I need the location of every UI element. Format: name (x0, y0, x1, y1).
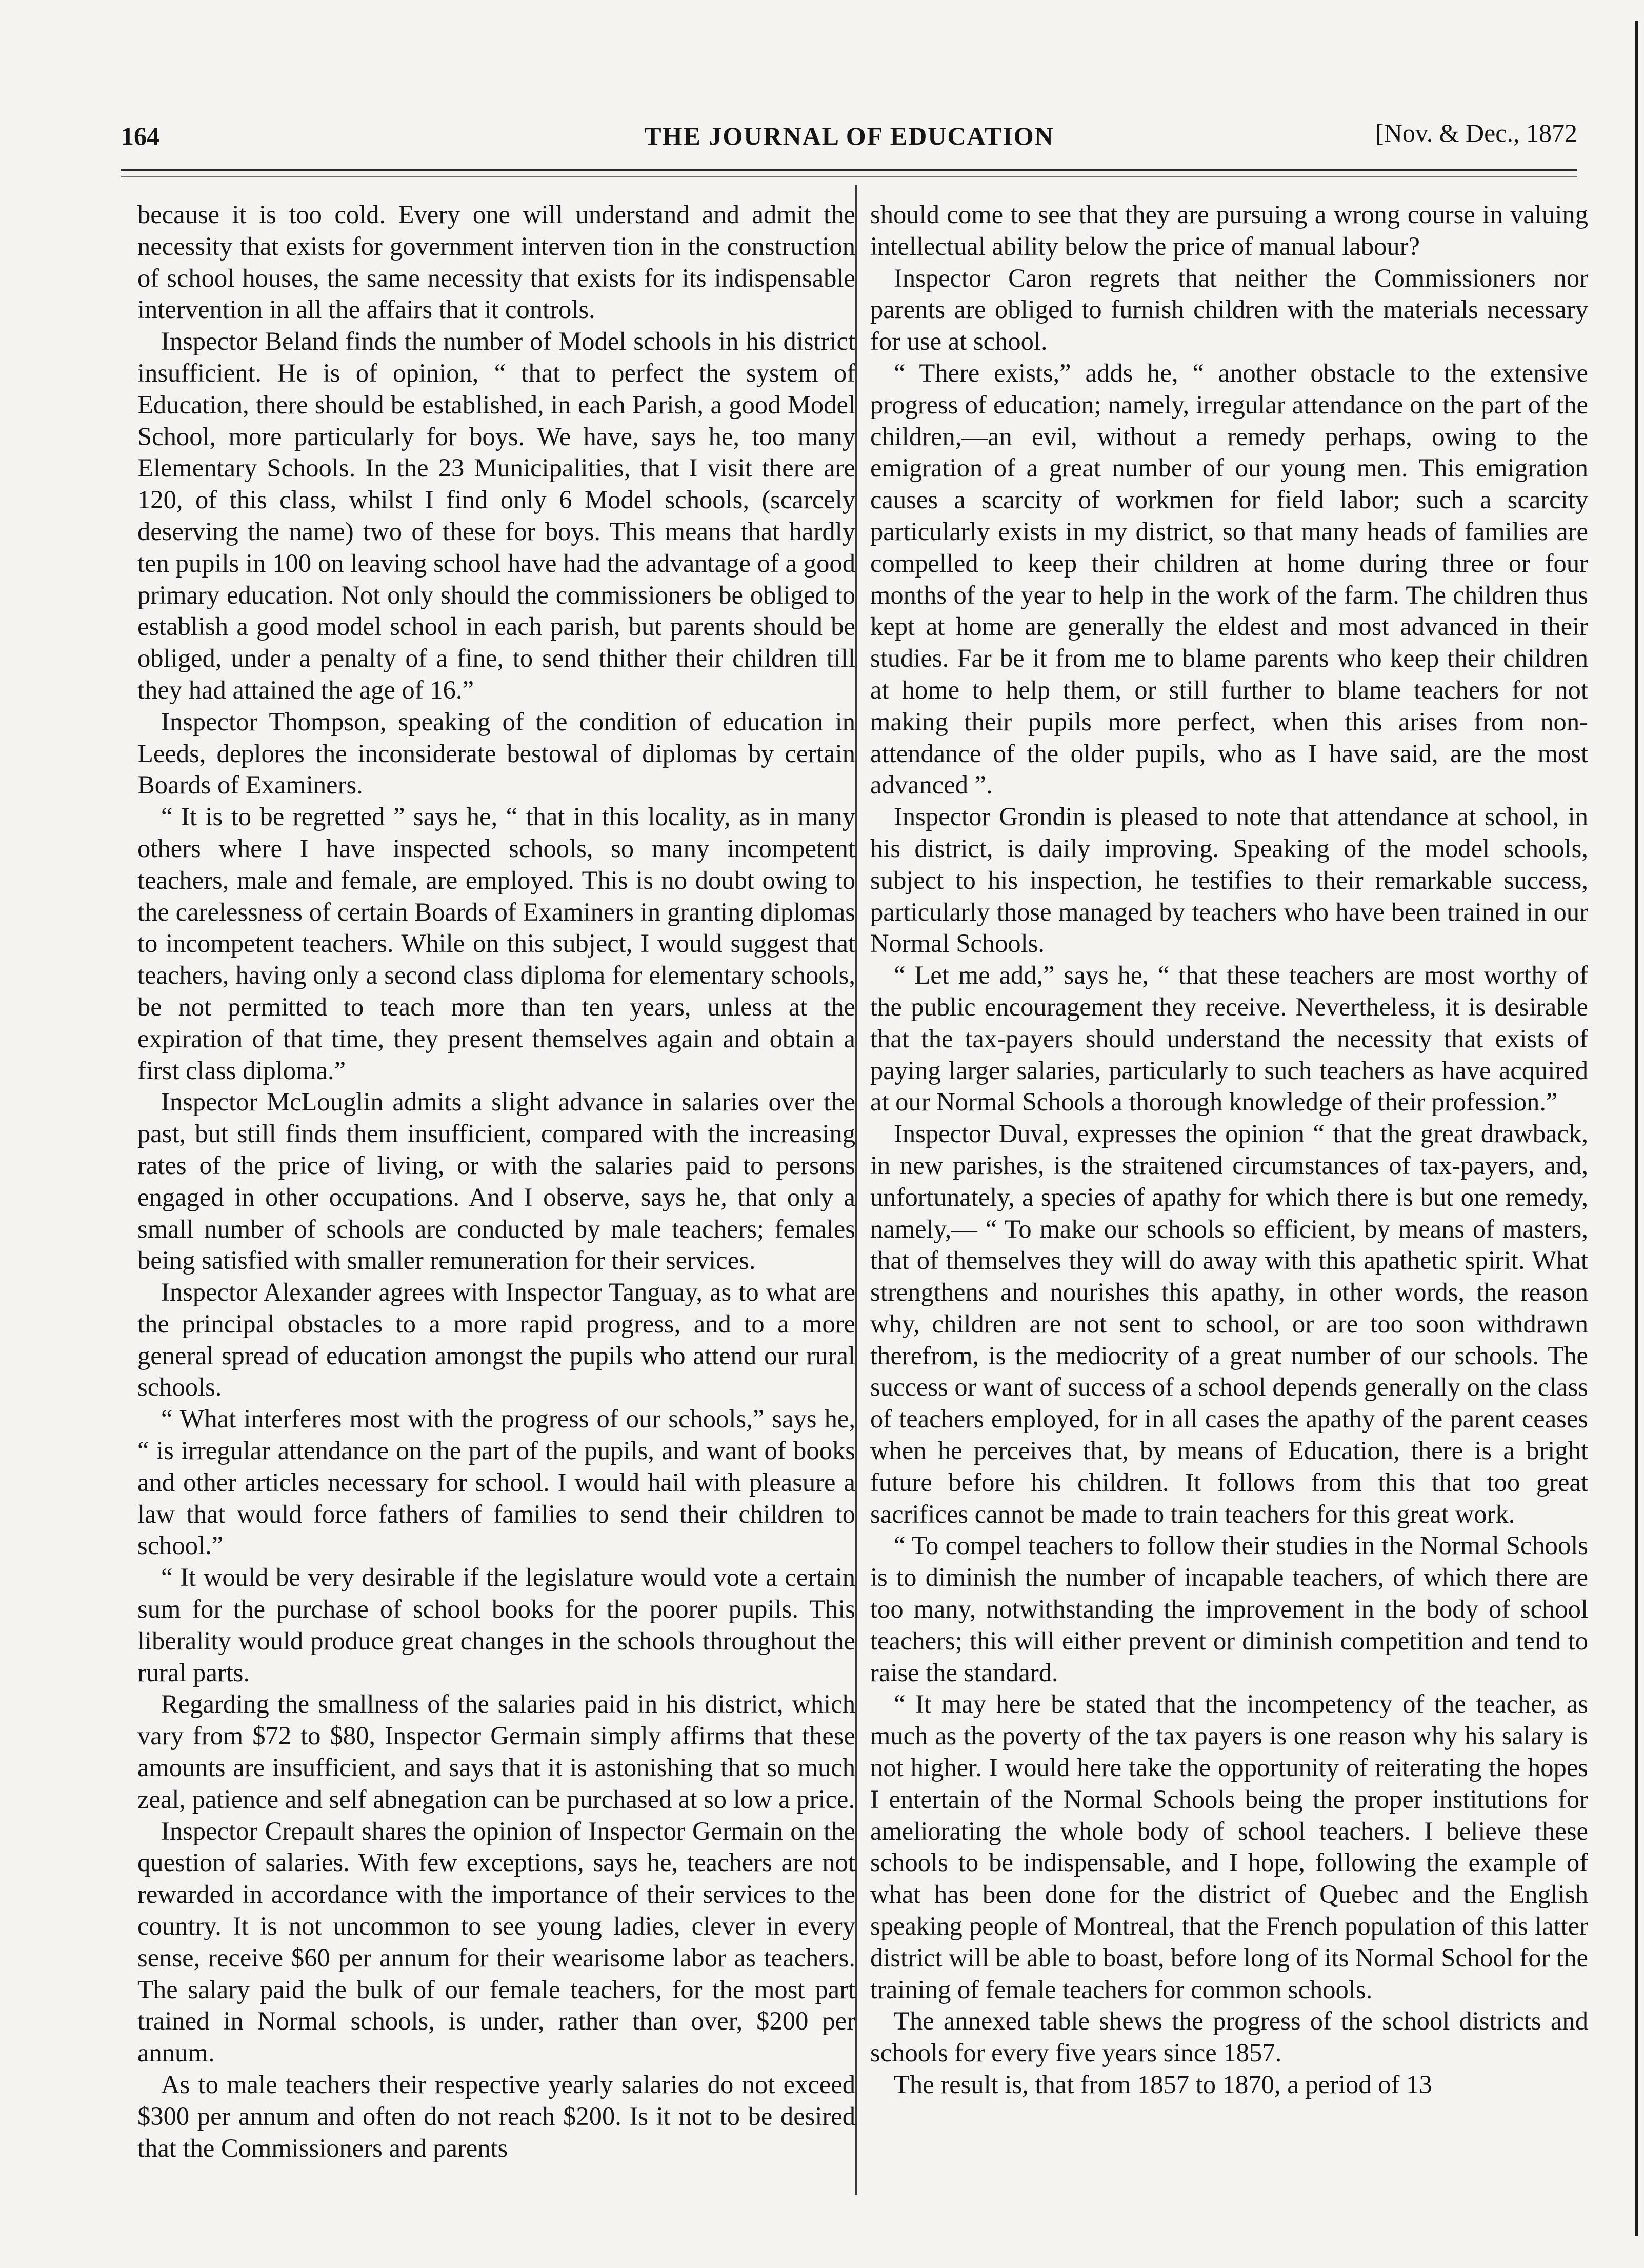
paragraph: “ Let me add,” says he, “ that these teachers are most worthy of the public encouragement they receive. Nevertheless, it is desirable that the tax-payers should understand the necessity that exists of paying larger salaries, particularly to such teachers as have acquired at our Normal Schools a thorough knowledge of their profession.” (870, 961, 1588, 1117)
paragraph: The annexed table shews the progress of the school districts and schools for every five years since 1857. (870, 2006, 1588, 2067)
paragraph: “ It may here be stated that the incompetency of the teacher, as much as the poverty of the tax payers is one reason why his salary is not higher. I would here take the opportunity of reiterating the hopes I entertain of the Normal Schools being the proper institutions for ameliorating the whole body of school teachers. I believe these schools to be indispensable, and I hope, following the example of what has been done for the district of Quebec and the English speaking people of Montreal, that the French population of this latter district will be able to boast, before long of its Normal School for the training of female teachers for common schools. (870, 1689, 1588, 2004)
paragraph: should come to see that they are pursuing a wrong course in valuing intellectual ability below the price of manual labour? (870, 200, 1588, 261)
column-divider (855, 185, 857, 2195)
issue-date: [Nov. & Dec., 1872 (1375, 118, 1577, 147)
page-header (121, 111, 1577, 152)
paragraph: As to male teachers their respective yearly salaries do not exceed $300 per annum and often do not reach $200. Is it not to be desired that the Commissioners and parents (137, 2070, 855, 2162)
paragraph: Inspector McLouglin admits a slight advance in salaries over the past, but still finds them insufficient, compared with the increasing rates of the price of living, or with the salaries paid to persons engaged in other occupations. And I observe, says he, that only a small number of schools are conducted by male teachers; females being satisfied with smaller remuneration for their services. (137, 1087, 855, 1275)
journal-title: THE JOURNAL OF EDUCATION (644, 122, 1054, 150)
page-edge (1635, 21, 1638, 2236)
paragraph: The result is, that from 1857 to 1870, a period of 13 (894, 2070, 1432, 2099)
paragraph: “ It would be very desirable if the legislature would vote a certain sum for the purchase of school books for the poorer pupils. This liberality would produce great changes in the schools throughout the rural parts. (137, 1563, 855, 1687)
page-number: 164 (121, 122, 159, 150)
paragraph: Inspector Grondin is pleased to note that attendance at school, in his district, is daily improving. Speaking of the model schools, subject to his inspection, he testifies to their remarkable success, particularly those managed by teachers who have been trained in our Normal Schools. (870, 802, 1588, 958)
paragraph: Inspector Duval, expresses the opinion “ that the great drawback, in new parishes, is the straitened circumstances of tax-payers, and, unfortunately, a species of apathy for which there is but one remedy, namely,— “ To make our schools so efficient, by means of masters, that of themselves they will do away with this apathetic spirit. What strengthens and nourishes this apathy, in other words, the reason why, children are not sent to school, or are too soon withdrawn therefrom, is the mediocrity of a great number of our schools. The success or want of success of a school depends generally on the class of teachers employed, for in all cases the apathy of the parent ceases when he perceives that, by means of Education, there is a bright future before his children. It follows from this that too great sacrifices cannot be made to train teachers for this great work. (870, 1119, 1588, 1528)
right-column (870, 199, 1588, 2101)
left-column (137, 199, 855, 2164)
paragraph: “ What interferes most with the progress of our schools,” says he, “ is irregular attendance on the part of the pupils, and want of books and other articles necessary for school. I would hail with pleasure a law that would force fathers of families to send their children to school.” (137, 1404, 855, 1560)
paragraph: Inspector Beland finds the number of Model schools in his district insufficient. He is of opinion, “ that to perfect the system of Education, there should be established, in each Parish, a good Model School, more particularly for boys. We have, says he, too many Elementary Schools. In the 23 Municipalities, that I visit there are 120, of this class, whilst I find only 6 Model schools, (scarcely deserving the name) two of these for boys. This means that hardly ten pupils in 100 on leaving school have had the advantage of a good primary education. Not only should the commissioners be obliged to establish a good model school in each parish, but parents should be obliged, under a penalty of a fine, to send thither their children till they had attained the age of 16.” (137, 327, 855, 704)
paragraph: because it is too cold. Every one will understand and admit the necessity that exists for government interven tion in the construction of school houses, the same necessity that exists for its indispensable intervention in all the affairs that it controls. (137, 200, 855, 324)
paragraph: Regarding the smallness of the salaries paid in his district, which vary from $72 to $80, Inspector Germain simply affirms that these amounts are insufficient, and says that it is astonishing that so much zeal, patience and self abnegation can be purchased at so low a price. (137, 1689, 855, 1814)
paragraph: “ It is to be regretted ” says he, “ that in this locality, as in many others where I have inspected schools, so many incompetent teachers, male and female, are employed. This is no doubt owing to the carelessness of certain Boards of Examiners in granting diplomas to incompetent teachers. While on this subject, I would suggest that teachers, having only a second class diploma for elementary schools, be not permitted to teach more than ten years, unless at the expiration of that time, they present themselves again and obtain a first class diploma.” (137, 802, 855, 1085)
paragraph: Inspector Crepault shares the opinion of Inspector Germain on the question of salaries. With few exceptions, says he, teachers are not rewarded in accordance with the importance of their services to the country. It is not uncommon to see young ladies, clever in every sense, receive $60 per annum for their wearisome labor as teachers. The salary paid the bulk of our female teachers, for the most part trained in Normal schools, is under, rather than over, $200 per annum. (137, 1816, 855, 2067)
paragraph: “ To compel teachers to follow their studies in the Normal Schools is to diminish the number of incapable teachers, of which there are too many, notwithstanding the improvement in the body of school teachers; this will either prevent or diminish competition and tend to raise the standard. (870, 1531, 1588, 1687)
paragraph: Inspector Caron regrets that neither the Commissioners nor parents are obliged to furnish children with the materials necessary for use at school. (870, 263, 1588, 356)
paragraph: Inspector Alexander agrees with Inspector Tanguay, as to what are the principal obstacles to a more rapid progress, and to a more general spread of education amongst the pupils who attend our rural schools. (137, 1278, 855, 1402)
header-rule (121, 169, 1577, 177)
paragraph: “ There exists,” adds he, “ another obstacle to the extensive progress of education; namely, irregular attendance on the part of the children,—an evil, without a remedy perhaps, owing to the emigration of a great number of our young men. This emigration causes a scarcity of workmen for field labor; such a scarcity particularly exists in my district, so that many heads of families are compelled to keep their children at home during three or four months of the year to help in the work of the farm. The children thus kept at home are generally the eldest and most advanced in their studies. Far be it from me to blame parents who keep their children at home to help them, or still further to blame teachers for not making their pupils more perfect, when this arises from non-attendance of the older pupils, who as I have said, are the most advanced ”. (870, 358, 1588, 800)
paragraph: Inspector Thompson, speaking of the condition of education in Leeds, deplores the inconsiderate bestowal of diplomas by certain Boards of Examiners. (137, 707, 855, 800)
